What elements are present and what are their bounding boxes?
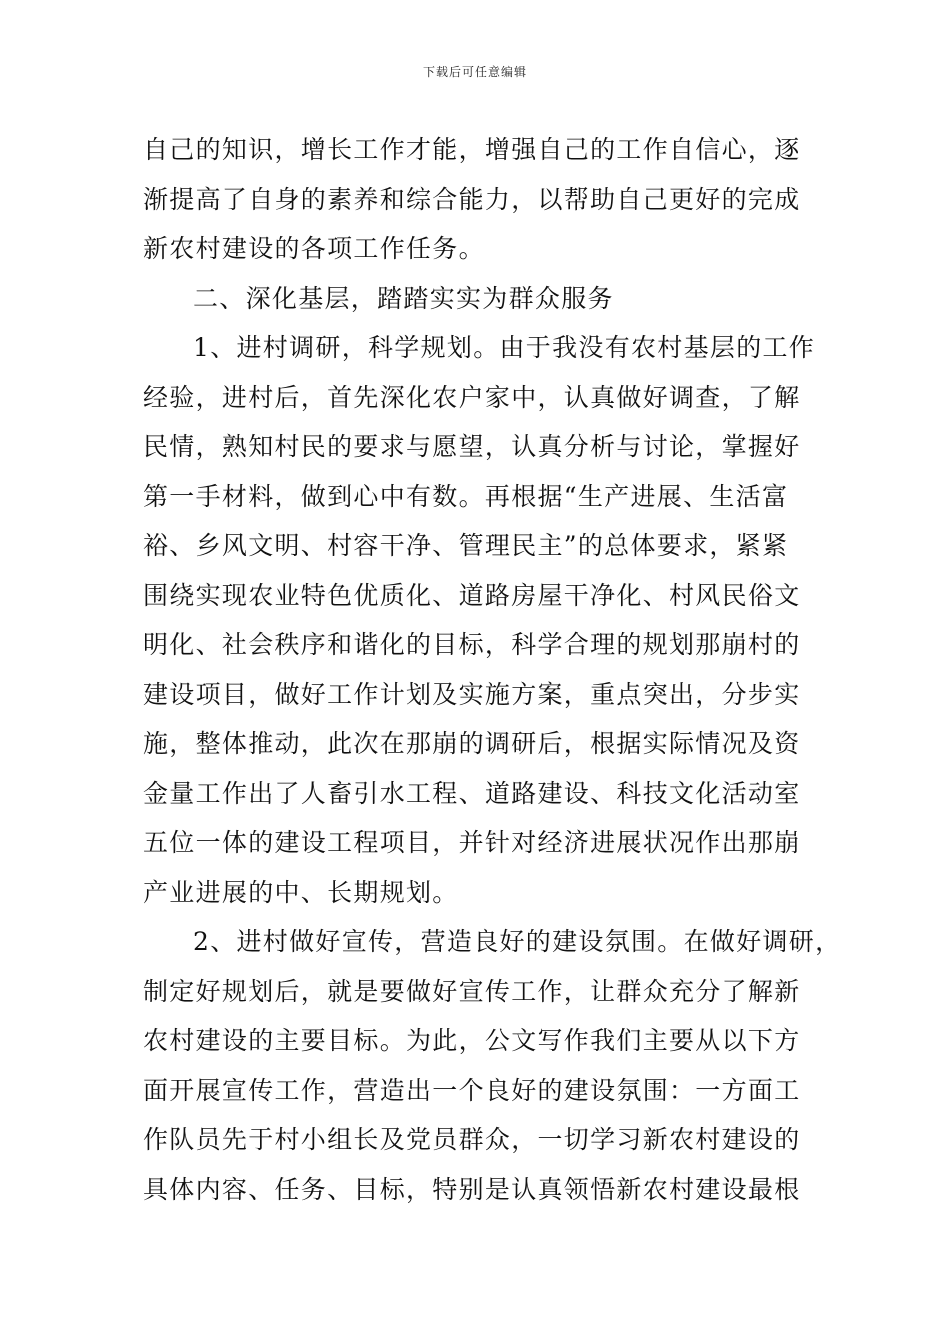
text-line: 裕、乡风文明、村容干净、管理民主”的总体要求，紧紧: [143, 531, 789, 560]
page-header: 下载后可任意编辑: [422, 65, 527, 79]
text-line: 经验，进村后，首先深化农户家中，认真做好调查，了解: [143, 382, 801, 412]
section-heading: 二、深化基层，踏踏实实为群众服务: [193, 283, 614, 313]
document-body: [143, 125, 842, 1214]
text-line: 五位一体的建设工程项目，并针对经济进展状况作出那崩: [143, 828, 801, 857]
text-line: 1、进村调研，科学规划。由于我没有农村基层的工作: [193, 333, 816, 362]
text-line: 作队员先于村小组长及党员群众，一切学习新农村建设的: [143, 1125, 801, 1154]
text-line: 面开展宣传工作，营造出一个良好的建设氛围：一方面工: [143, 1075, 801, 1105]
text-line: 产业进展的中、长期规划。: [143, 877, 459, 907]
text-line: 具体内容、任务、目标，特别是认真领悟新农村建设最根: [143, 1174, 801, 1204]
text-line: 民情，熟知村民的要求与愿望，认真分析与讨论，掌握好: [143, 432, 801, 461]
text-line: 第一手材料，做到心中有数。再根据“生产进展、生活富: [143, 481, 789, 511]
text-line: 建设项目，做好工作计划及实施方案，重点突出，分步实: [143, 679, 801, 709]
text-line: 金量工作出了人畜引水工程、道路建设、科技文化活动室: [143, 778, 801, 808]
text-line: 围绕实现农业特色优质化、道路房屋干净化、村风民俗文: [143, 580, 801, 610]
text-line: 自己的知识，增长工作才能，增强自己的工作自信心，逐: [143, 135, 801, 164]
text-line: 新农村建设的各项工作任务。: [143, 234, 485, 263]
text-line: 制定好规划后，就是要做好宣传工作，让群众充分了解新: [143, 976, 801, 1006]
text-line: 农村建设的主要目标。为此，公文写作我们主要从以下方: [143, 1026, 801, 1055]
text-line: 明化、社会秩序和谐化的目标，科学合理的规划那崩村的: [143, 630, 801, 659]
text-line: 2、进村做好宣传，营造良好的建设氛围。在做好调研，: [193, 927, 842, 956]
text-line: 施，整体推动，此次在那崩的调研后，根据实际情况及资: [143, 729, 801, 758]
text-line: 渐提高了自身的素养和综合能力，以帮助自己更好的完成: [143, 184, 801, 214]
